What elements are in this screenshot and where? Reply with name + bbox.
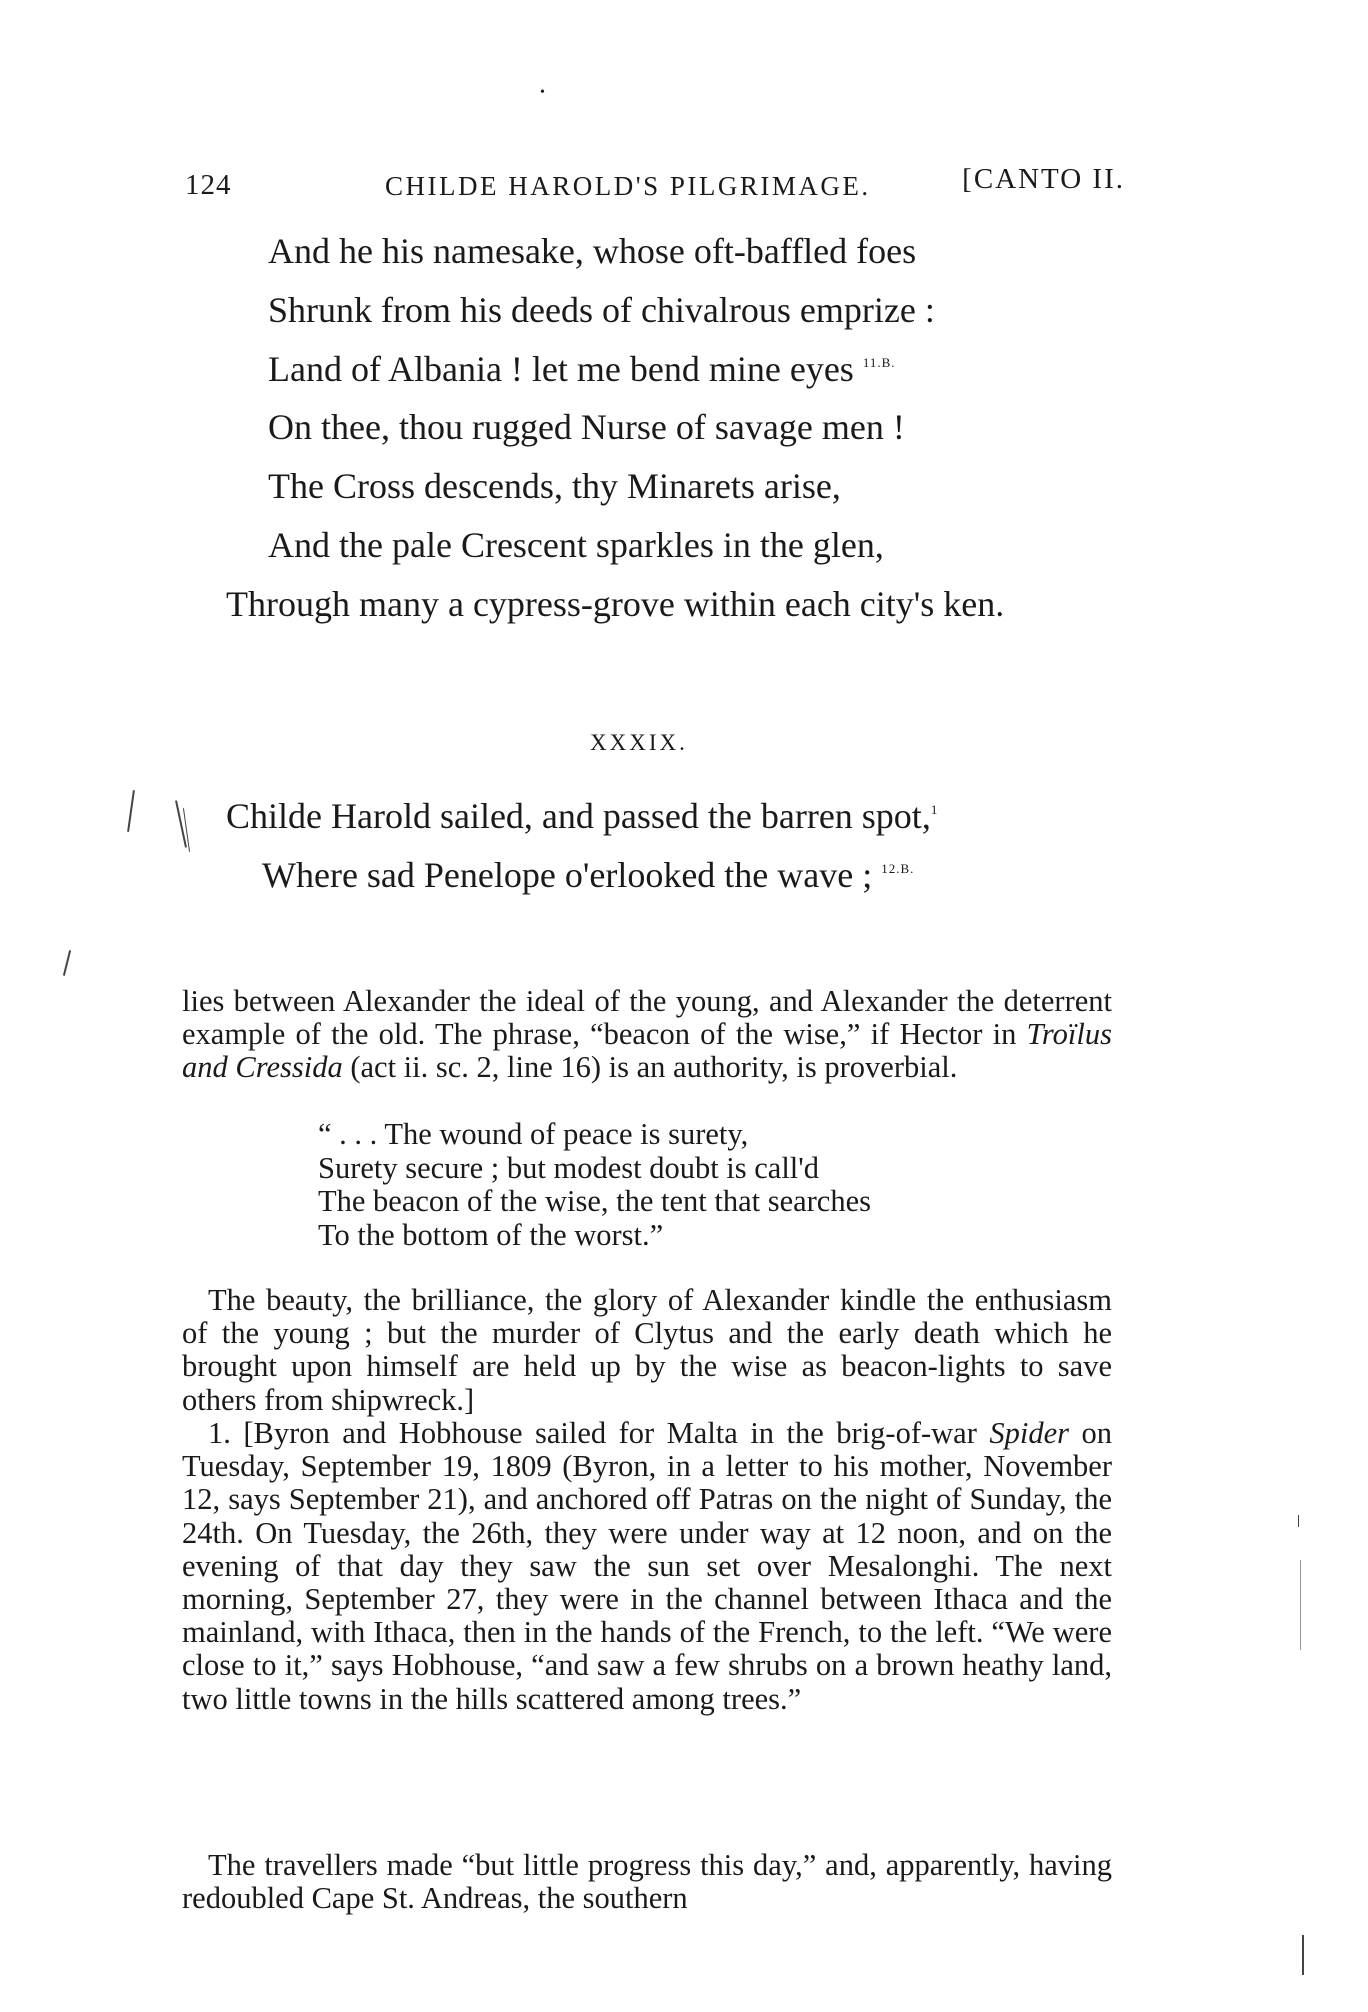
verse-line: Land of Albania ! let me bend mine eyes $^{11.B.}$ [268,349,896,389]
verse-line: Where sad Penelope o'erlooked the wave ; $^{12.B.}$ [262,855,915,895]
quote-line: To the bottom of the worst.” [318,1217,664,1252]
quote-line: “ . . . The wound of peace is surety, [318,1117,749,1151]
footnote-continued: The travellers made “but little progress this day,” and, apparently, having redoubled Cape St. Andreas, the southern [182,1848,1112,1916]
scan-mark [1298,1515,1299,1527]
verse-line: The Cross descends, thy Minarets arise, [268,466,841,506]
page-number: 124 [185,169,232,201]
verse-line: Shrunk from his deeds of chivalrous emprize : [268,290,935,330]
verse-line: Through many a cypress-grove within each city's ken. [226,584,1005,624]
stanza-number: XXXIX. [590,730,688,755]
verse-line: And he his namesake, whose oft-baffled foes [268,231,917,271]
verse-reference: 11.B. [862,355,896,370]
quote-line: Surety secure ; but modest doubt is call'd [318,1150,820,1185]
footnote: 1. [Byron and Hobhouse sailed for Malta in the brig-of-war Spider on Tuesday, September 19, 1809 (Byron, in a letter to his mother, November 12, says September 21), and anchored off Patras on the night of Sunday, the 24th. On Tuesday, the 26th, they were under way at 12 noon, and on the evening of that day they saw the sun set over Mesalonghi. The next morning, September 27, they were in the channel between Ithaca and the mainland, with Ithaca, then in the hands of the French, to the left. “We were close to it,” says Hobhouse, “and saw a few shrubs on a brown heathy land, two little towns in the hills scattered among trees.” [182,1416,1113,1716]
quote-line: The beacon of the wise, the tent that searches [318,1184,872,1218]
block-quote [318,1118,871,1252]
margin-stroke [63,950,71,976]
margin-stroke [127,790,135,832]
verse-line: And the pale Crescent sparkles in the glen, [268,525,884,565]
running-title: CHILDE HAROLD'S PILGRIMAGE. [385,171,871,201]
scan-mark [1302,1935,1304,1975]
note-paragraph: The beauty, the brilliance, the glory of Alexander kindle the enthusiasm of the young ; but the murder of Clytus and the early death which he brought upon himself are held up by the wise as beacon-lights to save others from shipwreck.] [182,1283,1112,1417]
scan-mark [1300,1560,1301,1650]
verse-line: Childe Harold sailed, and passed the barren spot,$^1$ [226,796,939,836]
verse-reference: 12.B. [881,861,915,876]
verse-line: On thee, thou rugged Nurse of savage men ! [268,407,905,447]
canto-label: [CANTO II. [962,163,1125,195]
footnote-marker: 1 [930,802,939,817]
note-paragraph: lies between Alexander the ideal of the young, and Alexander the deterrent example of the old. The phrase, “beacon of the wise,” if Hector in Troïlus and Cressida (act ii. sc. 2, line 16) is an authority, is proverbial. [182,984,1112,1085]
running-header [185,155,1125,205]
print-speck: • [540,85,545,100]
